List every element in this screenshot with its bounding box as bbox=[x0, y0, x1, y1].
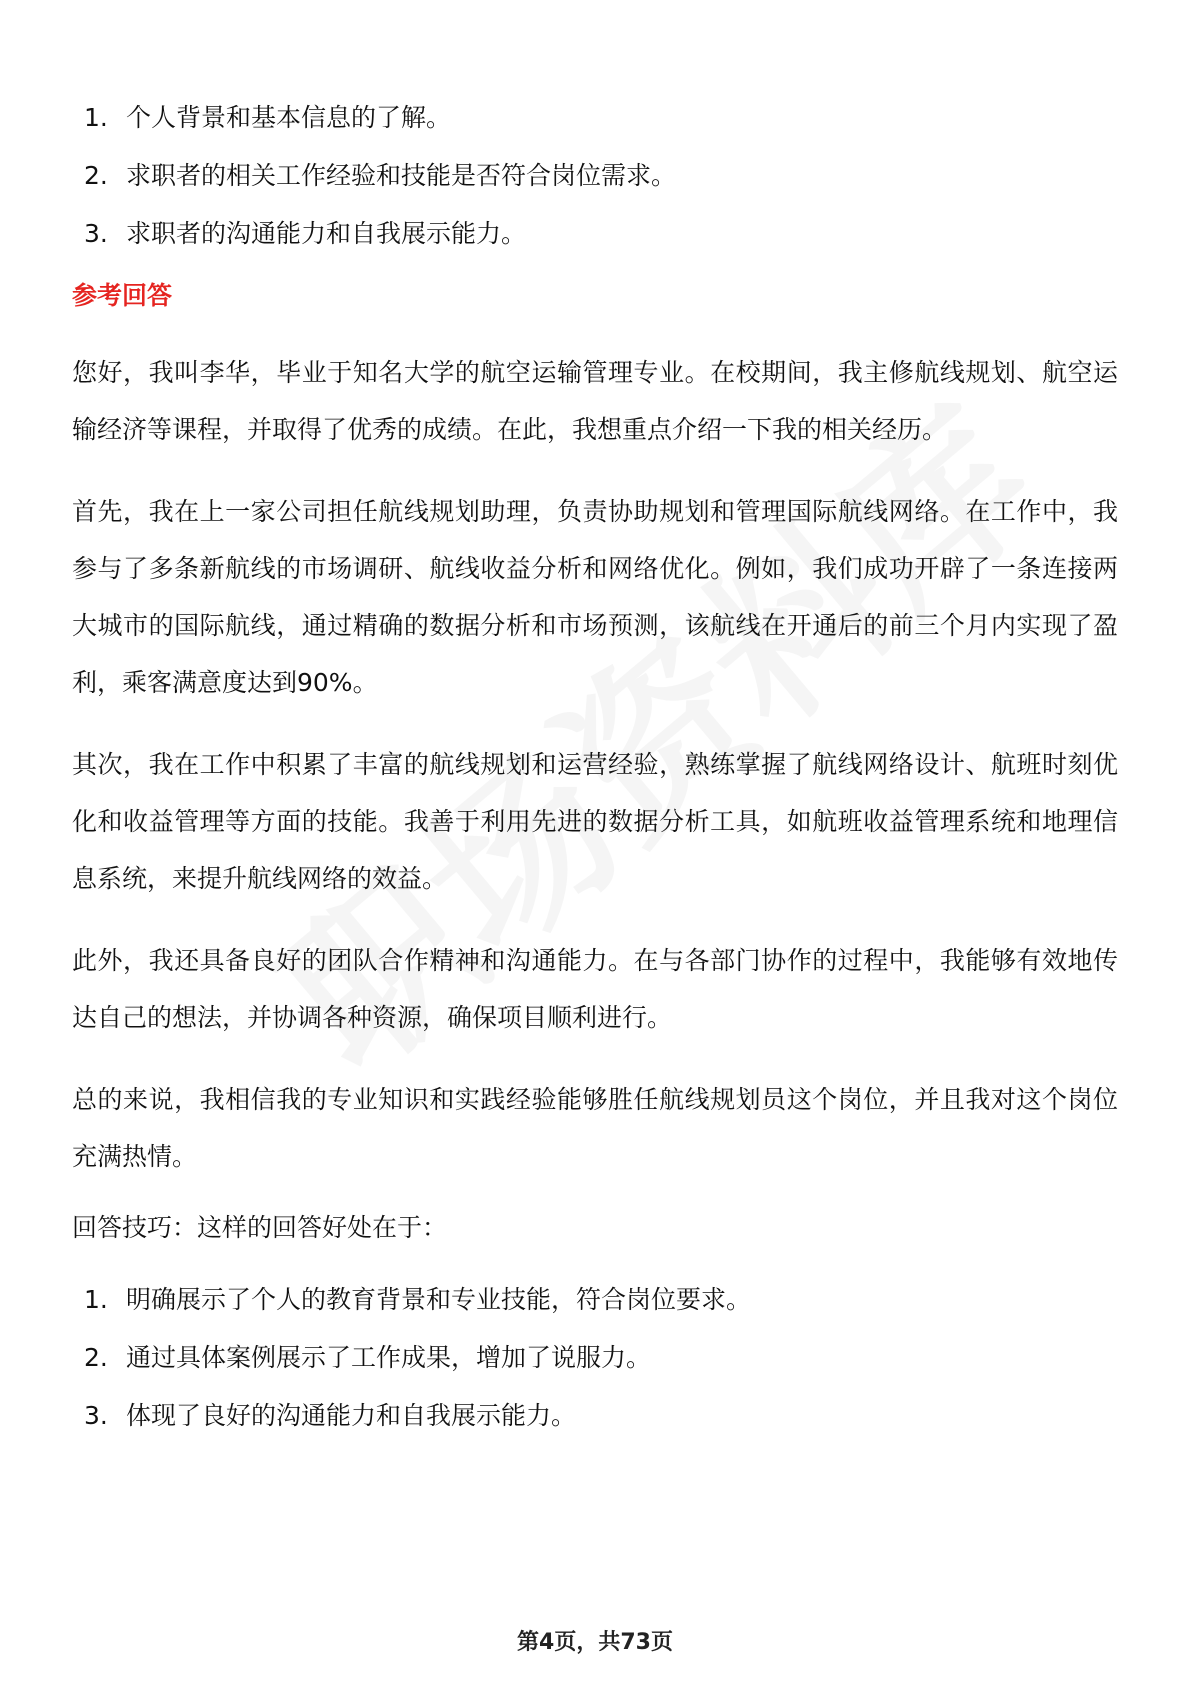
list-number: 1. bbox=[84, 103, 108, 132]
answer-paragraph: 此外，我还具备良好的团队合作精神和沟通能力。在与各部门协作的过程中，我能够有效地传达自己的想法，并协调各种资源，确保项目顺利进行。 bbox=[72, 946, 1118, 1032]
tips-intro: 回答技巧：这样的回答好处在于： bbox=[72, 1213, 448, 1242]
answer-paragraph: 其次，我在工作中积累了丰富的航线规划和运营经验，熟练掌握了航线网络设计、航班时刻优化和收益管理等方面的技能。我善于利用先进的数据分析工具，如航班收益管理系统和地理信息系统，来提升航线网络的效益。 bbox=[72, 750, 1118, 893]
list-item bbox=[72, 1398, 1118, 1434]
list-text: 求职者的相关工作经验和技能是否符合岗位需求。 bbox=[126, 161, 677, 190]
list-text: 求职者的沟通能力和自我展示能力。 bbox=[126, 219, 527, 248]
list-item bbox=[72, 1282, 1118, 1318]
list-text: 个人背景和基本信息的了解。 bbox=[126, 103, 452, 132]
document-page bbox=[72, 100, 1118, 1456]
answer-paragraph: 您好，我叫李华，毕业于知名大学的航空运输管理专业。在校期间，我主修航线规划、航空运输经济等课程，并取得了优秀的成绩。在此，我想重点介绍一下我的相关经历。 bbox=[72, 358, 1118, 444]
answer-paragraph: 总的来说，我相信我的专业知识和实践经验能够胜任航线规划员这个岗位，并且我对这个岗位充满热情。 bbox=[72, 1085, 1118, 1171]
question-list bbox=[72, 100, 1118, 252]
list-item bbox=[72, 100, 1118, 136]
list-number: 2. bbox=[84, 1343, 108, 1372]
list-item bbox=[72, 216, 1118, 252]
list-number: 3. bbox=[84, 1401, 108, 1430]
tips-list bbox=[72, 1282, 1118, 1434]
answer-paragraph: 首先，我在上一家公司担任航线规划助理，负责协助规划和管理国际航线网络。在工作中，我参与了多条新航线的市场调研、航线收益分析和网络优化。例如，我们成功开辟了一条连接两大城市的国际航线，通过精确的数据分析和市场预测，该航线在开通后的前三个月内实现了盈利，乘客满意度达到90%。 bbox=[72, 497, 1118, 697]
list-text: 明确展示了个人的教育背景和专业技能，符合岗位要求。 bbox=[126, 1285, 752, 1314]
page-footer: 第4页，共73页 bbox=[517, 1630, 673, 1655]
list-item bbox=[72, 158, 1118, 194]
list-number: 1. bbox=[84, 1285, 108, 1314]
list-number: 2. bbox=[84, 161, 108, 190]
list-text: 体现了良好的沟通能力和自我展示能力。 bbox=[126, 1401, 577, 1430]
list-number: 3. bbox=[84, 219, 108, 248]
list-text: 通过具体案例展示了工作成果，增加了说服力。 bbox=[126, 1343, 652, 1372]
section-title: 参考回答 bbox=[72, 281, 173, 310]
list-item bbox=[72, 1340, 1118, 1376]
